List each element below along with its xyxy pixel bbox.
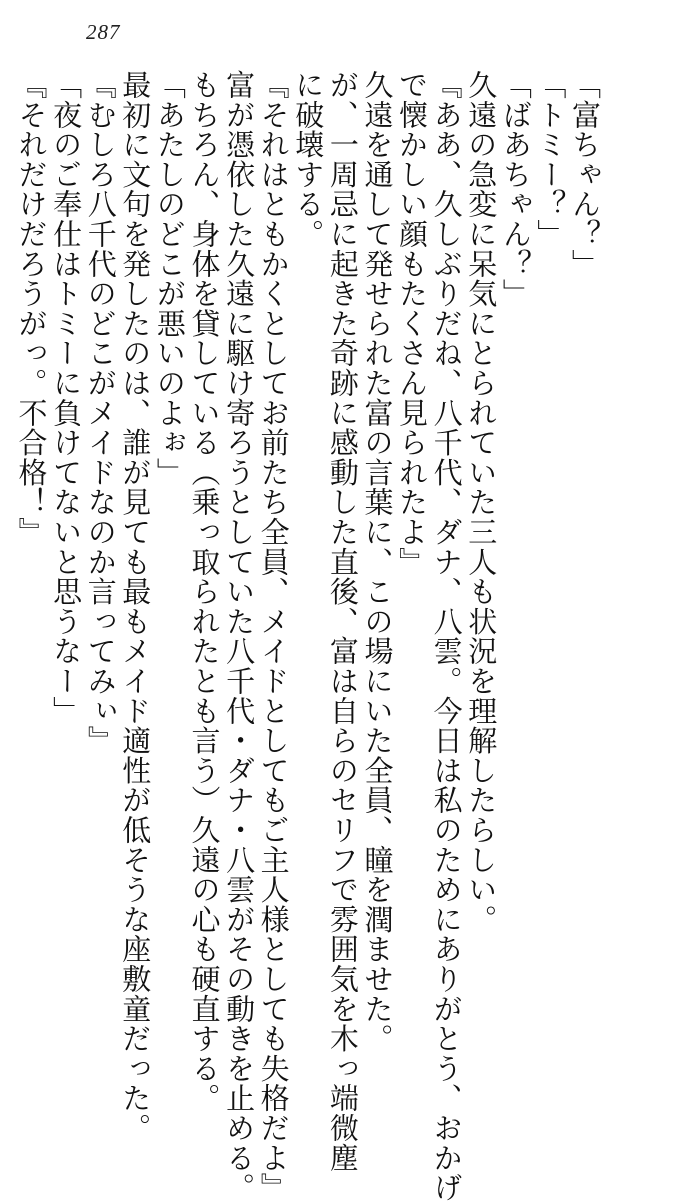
page-number: 287 — [86, 20, 121, 44]
text-line: 久遠を通して発せられた富の言葉に、この場にいた全員、瞳を潤ませた。 — [360, 70, 395, 1054]
vertical-text-body — [14, 70, 602, 1202]
text-line: 「あたしのどこが悪いのよぉ」 — [152, 70, 187, 488]
text-line: 「夜のご奉仕はトミーに負けてないと思うなー」 — [49, 70, 84, 726]
text-line: 『それだけだろうがっ。不合格！』 — [14, 70, 49, 547]
text-line: 『ああ、久しぶりだね、八千代、ダナ、八雲。今日は私のためにありがとう、おかげ — [429, 70, 464, 1202]
text-line: 『むしろ八千代のどこがメイドなのか言ってみぃ』 — [83, 70, 118, 756]
text-line: で懐かしい顔もたくさん見られたよ』 — [395, 70, 430, 577]
text-line: 久遠の急変に呆気にとられていた三人も状況を理解したらしい。 — [464, 70, 499, 935]
text-line: 『それはともかくとしてお前たち全員、メイドとしてもご主人様としても失格だよ』 — [256, 70, 291, 1202]
text-line: が、一周忌に起きた奇跡に感動した直後、富は自らのセリフで雰囲気を木っ端微塵 — [325, 70, 360, 1173]
text-line: に破壊する。 — [291, 70, 326, 249]
text-line: 「ばあちゃん？」 — [498, 70, 533, 309]
text-line: もちろん、身体を貸している（乗っ取られたとも言う）久遠の心も硬直する。 — [187, 70, 222, 1113]
text-line: 「富ちゃん？」 — [568, 70, 602, 279]
text-line: 最初に文句を発したのは、誰が見ても最もメイド適性が低そうな座敷童だった。 — [118, 70, 153, 1143]
text-line: 「トミー？」 — [533, 70, 568, 249]
text-line: 富が憑依した久遠に駆け寄ろうとしていた八千代・ダナ・八雲がその動きを止める。 — [222, 70, 257, 1202]
